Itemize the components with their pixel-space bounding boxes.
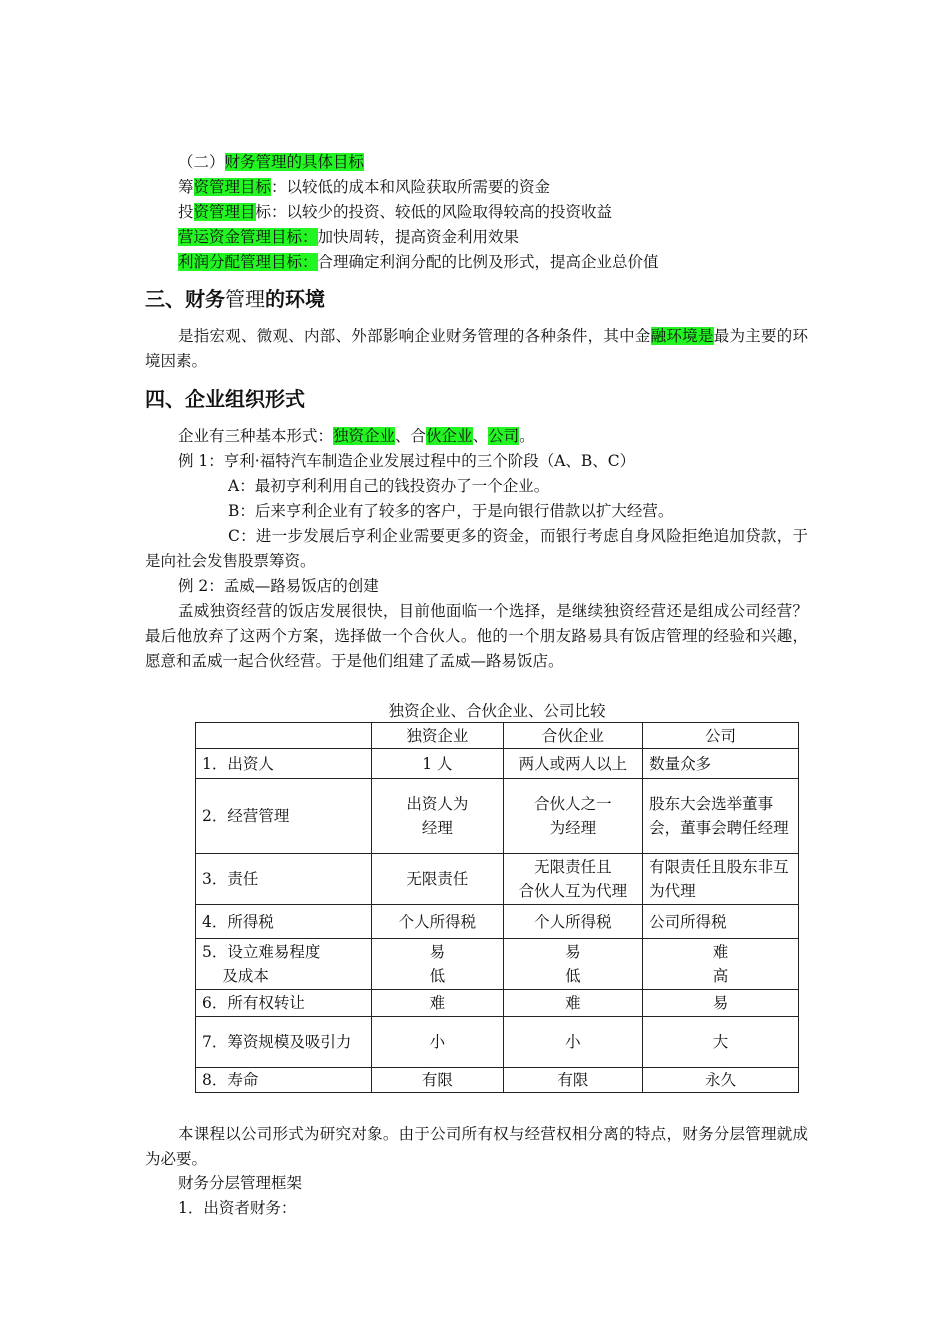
forms-line: 企业有三种基本形式：独资企业、合伙企业、公司。 (178, 427, 535, 445)
header-partnership: 合伙企业 (503, 723, 643, 749)
table-row: 6．所有权转让 难 难 易 (196, 990, 799, 1017)
table-row: 7．筹资规模及吸引力 小 小 大 (196, 1017, 799, 1068)
table-row: 5．设立难易程度 及成本 易 低 易 低 难 高 (196, 939, 799, 990)
goal-item-profit-distribution: 利润分配管理目标：合理确定利润分配的比例及形式，提高企业总价值 (178, 253, 659, 271)
table-row: 4．所得税 个人所得税 个人所得税 公司所得税 (196, 905, 799, 939)
table-row: 2．经营管理 出资人为 经理 合伙人之一 为经理 股东大会选举董事会，董事会聘任经理 (196, 779, 799, 854)
example-1-stage-b: B：后来亨利企业有了较多的客户，于是向银行借款以扩大经营。 (228, 502, 674, 520)
table-row: 1．出资人 1 人 两人或两人以上 数量众多 (196, 749, 799, 779)
investor-finance-item: 1．出资者财务： (178, 1199, 297, 1217)
goal-item-operating-capital: 营运资金管理目标：加快周转，提高资金利用效果 (178, 228, 520, 246)
table-row: 3．责任 无限责任 无限责任且 合伙人互为代理 有限责任且股东非互为代理 (196, 854, 799, 905)
section-2-title: （二）财务管理的具体目标 (178, 153, 365, 171)
conclusion-paragraph: 本课程以公司形式为研究对象。由于公司所有权与经营权相分离的特点，财务分层管理就成为必要。 (145, 1125, 808, 1168)
environment-paragraph: 是指宏观、微观、内部、外部影响企业财务管理的各种条件，其中金融环境是最为主要的环境因素。 (145, 327, 808, 370)
example-2-title: 例 2：孟威—路易饭店的创建 (178, 577, 379, 595)
header-company: 公司 (643, 723, 799, 749)
goal-item-investment: 投资管理目标：以较少的投资、较低的风险取得较高的投资收益 (178, 203, 613, 221)
table-caption: 独资企业、合伙企业、公司比较 (388, 702, 606, 720)
goal-item-financing: 筹资管理目标：以较低的成本和风险获取所需要的资金 (178, 178, 551, 196)
table-row: 8．寿命 有限 有限 永久 (196, 1068, 799, 1093)
heading-environment: 三、财务管理的环境 (145, 287, 325, 311)
header-sole-proprietorship: 独资企业 (372, 723, 503, 749)
table-header-row (196, 723, 799, 749)
example-1-stage-a: A：最初亨利利用自己的钱投资办了一个企业。 (228, 477, 550, 495)
example-2-body: 孟威独资经营的饭店发展很快，目前他面临一个选择，是继续独资经营还是组成公司经营？最后他放弃了这两个方案，选择做一个合伙人。他的一个朋友路易具有饭店管理的经验和兴趣，愿意和孟威一起合伙经营。于是他们组建了孟威—路易饭店。 (145, 602, 808, 670)
heading-organization-forms: 四、企业组织形式 (145, 387, 305, 411)
framework-title: 财务分层管理框架 (178, 1174, 303, 1192)
comparison-table (195, 722, 799, 1093)
example-1-stage-c: C：进一步发展后亨利企业需要更多的资金，而银行考虑自身风险拒绝追加贷款，于是向社会发售股票筹资。 (145, 527, 808, 570)
highlighted-title: 财务管理的具体目标 (224, 153, 365, 171)
example-1-title: 例 1：亨利·福特汽车制造企业发展过程中的三个阶段（A、B、C） (178, 452, 636, 470)
